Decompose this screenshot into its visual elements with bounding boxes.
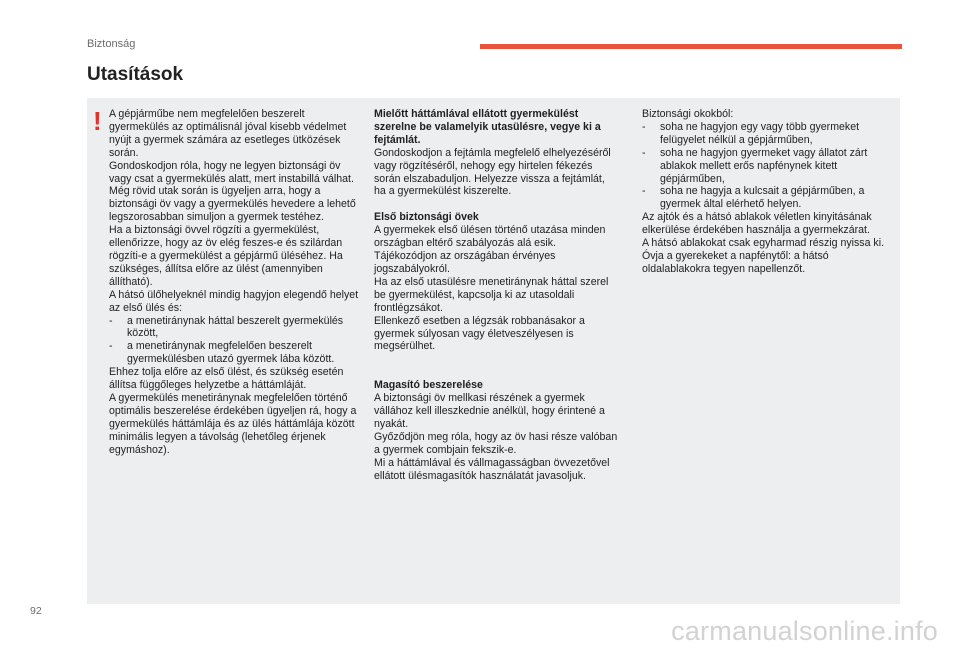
column-middle (374, 108, 618, 483)
page-number: 92 (30, 605, 42, 617)
dash-bullet: - (642, 185, 646, 198)
paragraph: A hátsó ülőhelyeknél mindig hagyjon elegendő helyet az első ülés és: (109, 288, 359, 314)
list-item: - soha ne hagyja a kulcsait a gépjárműben, a gyermek által elérhető helyen. (642, 185, 865, 211)
paragraph: Gondoskodjon róla, hogy ne legyen biztonsági öv vagy csat a gyermekülés alatt, mert instabillá válhat. (109, 159, 354, 185)
list-item: - soha ne hagyjon gyermeket vagy állatot zárt ablakok mellett erős napfénynek kitett gépjárműben, (642, 146, 868, 185)
paragraph: Óvja a gyerekeket a napfénytől: a hátsó oldalablakokra tegyen napellenzőt. (642, 249, 829, 275)
heading-booster-seat: Magasító beszerelése (374, 379, 483, 392)
paragraph: A hátsó ablakokat csak egyharmad részig nyissa ki. (642, 237, 885, 250)
paragraph: Az ajtók és a hátsó ablakok véletlen kinyitásának elkerülése érdekében használja a gyermekzárat. (642, 211, 872, 237)
paragraph: Ha az első utasülésre menetiránynak háttal szerel be gyermekülést, kapcsolja ki az utasoldali frontlégzsákot. (374, 275, 609, 314)
paragraph: A gépjárműbe nem megfelelően beszerelt gyermekülés az optimálisnál jóval kisebb védelmet nyújt a gyermek számára az esetleges ütközések során. (109, 108, 347, 159)
list-item: - soha ne hagyjon egy vagy több gyermeket felügyelet nélkül a gépjárműben, (642, 120, 860, 146)
column-left (109, 108, 359, 456)
paragraph: Ha a biztonsági övvel rögzíti a gyermekülést, ellenőrizze, hogy az öv elég feszes-e és szilárdan rögzíti-e a gyermekülést a gépjármű üléséhez. Ha szükséges, állítsa előre az ülést (amennyiben állítható). (109, 224, 343, 288)
list-item: - a menetiránynak háttal beszerelt gyermekülés között, (109, 314, 344, 340)
paragraph: Még rövid utak során is ügyeljen arra, hogy a biztonsági öv vagy a gyermekülés hevedere a lehető legszorosabban simuljon a gyermek testéhez. (109, 185, 356, 224)
paragraph: Ellenkező esetben a légzsák robbanásakor a gyermek súlyosan vagy életveszélyesen is megsérülhet. (374, 314, 585, 353)
heading-front-seatbelts: Első biztonsági övek (374, 211, 479, 224)
paragraph: A gyermekülés menetiránynak megfelelően történő optimális beszerelése érdekében ügyeljen rá, hogy a gyermekülés háttámlája és az ülés háttámlája között minimális legyen a távolság (lehetőleg érjenek egymáshoz). (109, 391, 357, 456)
paragraph: Győződjön meg róla, hogy az öv hasi része valóban a gyermek combjain fekszik-e. (374, 430, 618, 456)
page-title: Utasítások (87, 64, 184, 85)
paragraph: Biztonsági okokból: (642, 108, 734, 120)
section-accent-bar (480, 44, 902, 49)
dash-bullet: - (642, 120, 646, 133)
paragraph: A biztonsági öv mellkasi részének a gyermek vállához kell illeszkednie anélkül, hogy érintené a nyakát. (374, 392, 605, 431)
dash-bullet: - (109, 314, 113, 327)
section-label: Biztonság (87, 38, 136, 50)
list-item: - a menetiránynak megfelelően beszerelt gyermekülésben utazó gyermek lába között. (109, 340, 335, 366)
dash-bullet: - (642, 146, 646, 159)
paragraph: Ehhez tolja előre az első ülést, és szükség esetén állítsa függőleges helyzetbe a háttámláját. (109, 366, 344, 392)
paragraph: Mi a háttámlával és vállmagasságban övvezetővel ellátott ülésmagasítók használatát javasoljuk. (374, 456, 610, 482)
column-right (642, 108, 890, 276)
watermark: carmanualsonline.info (671, 616, 938, 646)
dash-bullet: - (109, 340, 113, 353)
warning-exclamation-icon: ! (93, 106, 102, 136)
heading-headrest: Mielőtt háttámlával ellátott gyermekülést szerelne be valamelyik utasülésre, vegye ki a fejtámlát. (374, 108, 601, 146)
paragraph: Gondoskodjon a fejtámla megfelelő elhelyezéséről vagy rögzítéséről, nehogy egy hirtelen fékezés során elszabaduljon. Helyezze vissza a fejtámlát, ha a gyermekülést kiszerelte. (374, 146, 611, 198)
paragraph: A gyermekek első ülésen történő utazása minden országban eltérő szabályozás alá esik. Tájékozódjon az országában érvényes jogszabályokról. (374, 224, 606, 275)
